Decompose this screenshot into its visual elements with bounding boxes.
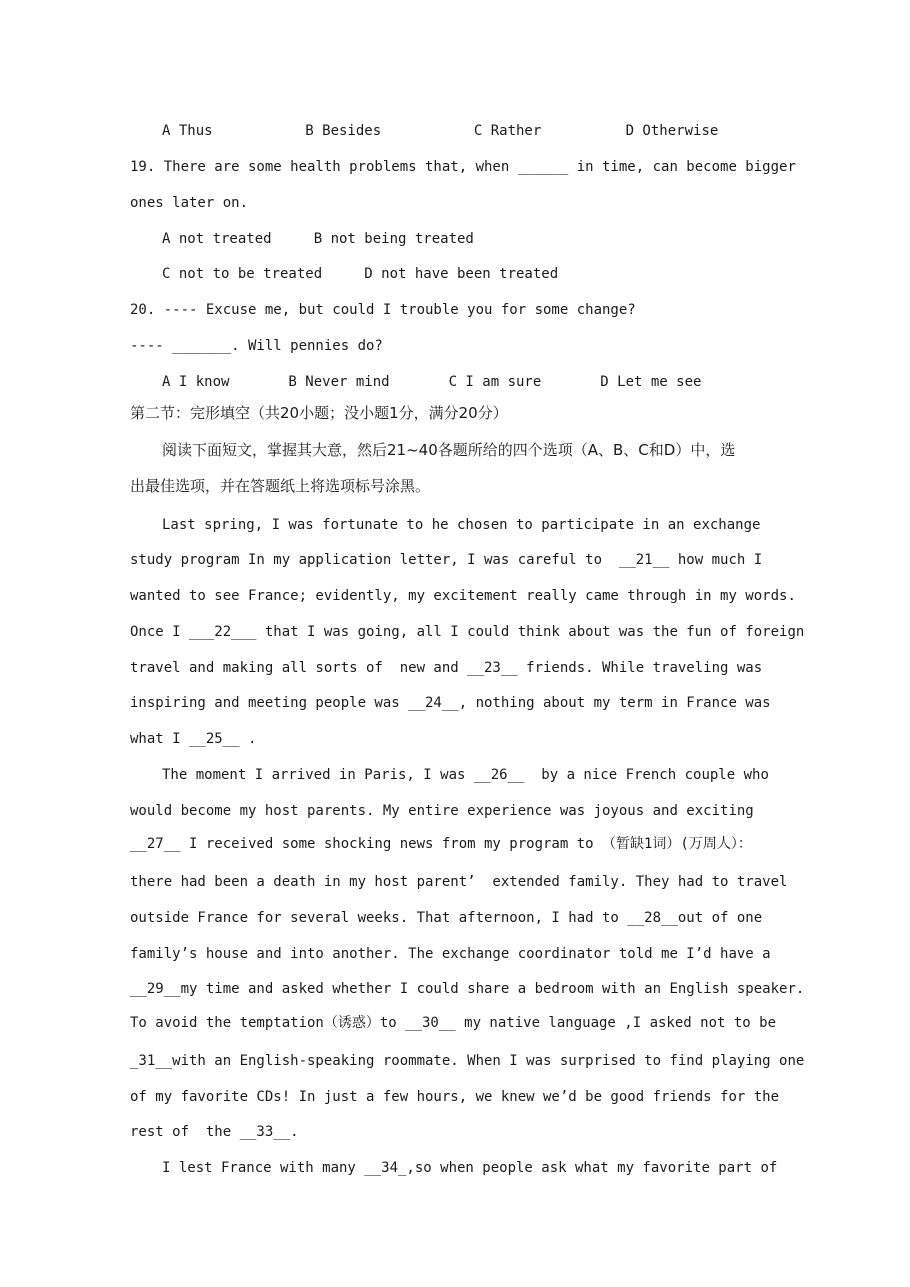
passage-line: of my favorite CDs! In just a few hours, we knew we’d be good friends for the: [130, 1089, 780, 1105]
passage-line: outside France for several weeks. That afternoon, I had to __28__out of one: [130, 910, 763, 926]
passage-line: To avoid the temptation（诱惑）to __30__ my native language ,I asked not to be: [130, 1015, 777, 1031]
q19-stem-cont: ones later on.: [130, 195, 249, 211]
q20-stem: 20. ---- Excuse me, but could I trouble you for some change?: [130, 302, 636, 318]
passage-line: Once I ___22___ that I was going, all I could think about was the fun of foreign: [130, 624, 805, 640]
section-heading: 第二节：完形填空（共20小题；没小题1分，满分20分）: [130, 404, 508, 422]
passage-line: inspiring and meeting people was __24__, nothing about my term in France was: [130, 695, 771, 711]
q19-options-cd: C not to be treated D not have been treated: [162, 266, 559, 282]
passage-line: travel and making all sorts of new and __23__ friends. While traveling was: [130, 660, 763, 676]
passage-line: wanted to see France; evidently, my excitement really came through in my words.: [130, 588, 796, 604]
q18-options: A Thus B Besides C Rather D Otherwise: [162, 123, 719, 139]
passage-line: study program In my application letter, I was careful to __21__ how much I: [130, 552, 763, 568]
passage-line: family’s house and into another. The exchange coordinator told me I’d have a: [130, 946, 771, 962]
passage-line: _31__with an English-speaking roommate. When I was surprised to find playing one: [130, 1053, 805, 1069]
instructions: 阅读下面短文，掌握其大意，然后21~40各题所给的四个选项（A、B、C和D）中，选: [162, 441, 736, 459]
passage-line: The moment I arrived in Paris, I was __26__ by a nice French couple who: [162, 767, 769, 783]
passage-line: rest of the __33__.: [130, 1124, 299, 1140]
q20-reply: ---- _______. Will pennies do?: [130, 338, 383, 354]
passage-line: __29__my time and asked whether I could share a bedroom with an English speaker.: [130, 981, 805, 997]
instructions-cont: 出最佳选项，并在答题纸上将选项标号涂黑。: [130, 477, 431, 495]
passage-line: I lest France with many __34_,so when people ask what my favorite part of: [162, 1160, 778, 1176]
passage-line: __27__ I received some shocking news from my program to （暂缺1词）(万周人）：: [130, 836, 752, 852]
passage-line: would become my host parents. My entire experience was joyous and exciting: [130, 803, 754, 819]
passage-line: Last spring, I was fortunate to he chosen to participate in an exchange: [162, 517, 761, 533]
passage-line: what I __25__ .: [130, 731, 257, 747]
q19-options-ab: A not treated B not being treated: [162, 231, 474, 247]
q20-options: A I know B Never mind C I am sure D Let me see: [162, 374, 702, 390]
q19-stem: 19. There are some health problems that, when ______ in time, can become bigger: [130, 159, 796, 175]
passage-line: there had been a death in my host parent’ extended family. They had to travel: [130, 874, 788, 890]
